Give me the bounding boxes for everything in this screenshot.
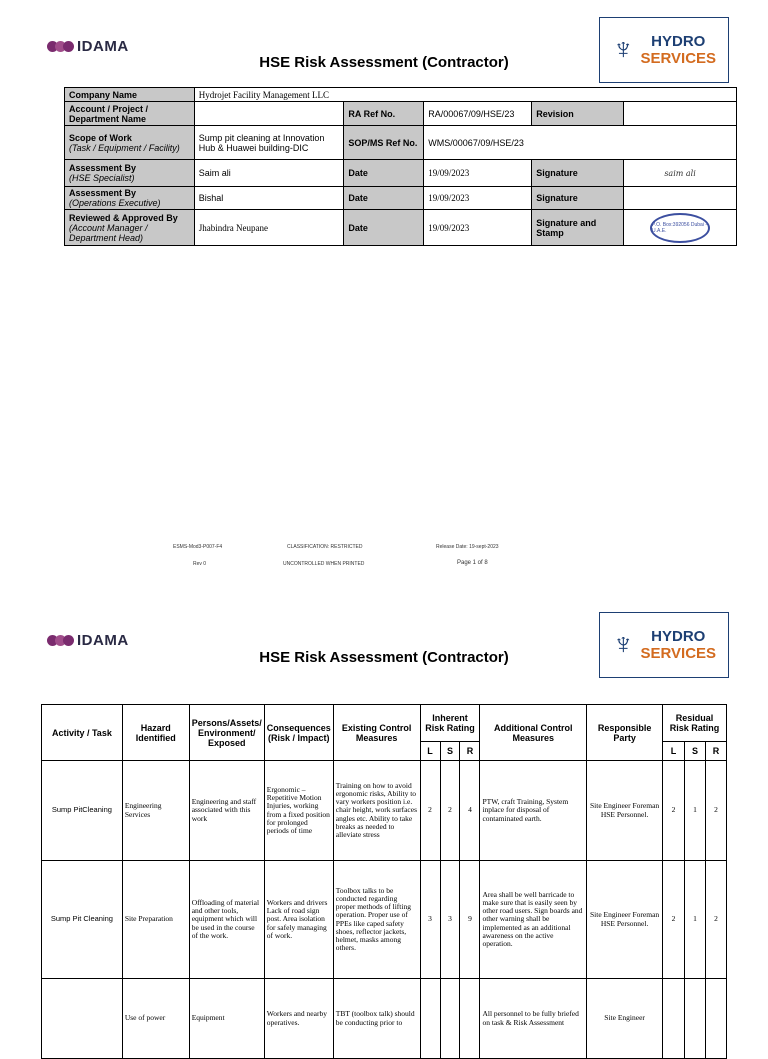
table-row (42, 761, 727, 861)
footer-rev: Rev 0 (193, 561, 207, 567)
company-stamp: P.O. Box:392056 Dubai - U.A.E. (650, 213, 710, 243)
account-label: Account / Project / Department Name (65, 102, 195, 126)
ab2-sig-label: Signature (532, 187, 624, 210)
rev-value: Jhabindra Neupane (194, 210, 344, 246)
hydro-logo-bottom-2: SERVICES (640, 645, 717, 662)
info-table (64, 87, 737, 246)
idama-logo-text-2: IDAMA (77, 632, 129, 649)
scope-value: Sump pit cleaning at Innovation Hub & Huawei building-DIC (194, 126, 344, 160)
hazard-cell: Site Preparation (122, 861, 189, 979)
hazard-cell: Use of power (122, 979, 189, 1059)
ab1-label: Assessment By (69, 163, 137, 173)
col-responsible: Responsible Party (587, 705, 663, 761)
ab1-date: 19/09/2023 (424, 160, 532, 187)
col-residual-s: S (685, 742, 706, 761)
ab1-signature: saim ali (624, 160, 737, 187)
persons-cell: Equipment (189, 979, 264, 1059)
inherent-r: 4 (460, 761, 480, 861)
risk-table (41, 704, 727, 1059)
col-additional: Additional Control Measures (480, 705, 587, 761)
inherent-l: 3 (420, 861, 440, 979)
footer-uncontrolled: UNCONTROLLED WHEN PRINTED (283, 561, 365, 567)
ab2-label: Assessment By (69, 188, 137, 198)
residual-s (685, 979, 706, 1059)
scope-label: Scope of Work (69, 132, 132, 143)
rev-label: Reviewed & Approved By (69, 212, 178, 223)
inherent-s: 3 (440, 861, 460, 979)
residual-s: 1 (685, 761, 706, 861)
inherent-l (420, 979, 440, 1059)
company-label: Company Name (65, 88, 195, 102)
hydro-logo-bottom: SERVICES (640, 50, 717, 67)
residual-r: 2 (705, 761, 726, 861)
col-residual: Residual Risk Rating (663, 705, 727, 742)
ab2-date-label: Date (344, 187, 424, 210)
activity-cell: Sump Pit Cleaning (42, 861, 123, 979)
col-inherent: Inherent Risk Rating (420, 705, 480, 742)
hydro-logo-2 (599, 612, 729, 678)
ab1-sub: (HSE Specialist) (69, 173, 135, 183)
footer-page: Page 1 of 8 (457, 560, 488, 566)
sop-value: WMS/00067/09/HSE/23 (424, 126, 737, 160)
additional-cell: PTW, craft Training, System inplace for disposal of contaminated earth. (480, 761, 587, 861)
consequences-cell: Workers and nearby operatives. (264, 979, 333, 1059)
table-row (42, 979, 727, 1059)
ab1-value: Saim ali (194, 160, 344, 187)
ra-label: RA Ref No. (344, 102, 424, 126)
col-inherent-s: S (440, 742, 460, 761)
col-consequences: Consequences (Risk / Impact) (264, 705, 333, 761)
footer-classification: CLASSIFICATION: RESTRICTED (287, 544, 363, 550)
consequences-cell: Ergonomic – Repetitive Motion Injuries, working from a fixed position for prolonged periods of time (264, 761, 333, 861)
page-title-2: HSE Risk Assessment (Contractor) (259, 649, 509, 666)
col-residual-r: R (705, 742, 726, 761)
hydro-figure-icon-2: ♆ (611, 628, 635, 661)
col-residual-l: L (663, 742, 685, 761)
ab1-date-label: Date (344, 160, 424, 187)
inherent-r: 9 (460, 861, 480, 979)
rev-date-label: Date (344, 210, 424, 246)
rev-date: 19/09/2023 (424, 210, 532, 246)
inherent-r (460, 979, 480, 1059)
col-activity: Activity / Task (42, 705, 123, 761)
ab2-signature (624, 187, 737, 210)
residual-l: 2 (663, 761, 685, 861)
hazard-cell: Engineering Services (122, 761, 189, 861)
persons-cell: Engineering and staff associated with this work (189, 761, 264, 861)
inherent-l: 2 (420, 761, 440, 861)
hydro-logo-top-2: HYDRO (651, 628, 706, 645)
footer-release: Release Date: 19-sept-2023 (436, 544, 499, 550)
existing-cell: Toolbox talks to be conducted regarding proper methods of lifting operation. Proper use of PPEs like caped safety shoes, reflector jackets, helmet, masks among others. (333, 861, 420, 979)
col-hazard: Hazard Identified (122, 705, 189, 761)
ab2-sub: (Operations Executive) (69, 198, 161, 208)
activity-cell: Sump PitCleaning (42, 761, 123, 861)
footer-code: ESMS-Mod3-P007-F4 (173, 544, 223, 550)
hydro-figure-icon: ♆ (611, 33, 635, 66)
col-inherent-r: R (460, 742, 480, 761)
existing-cell: Training on how to avoid ergonomic risks, Ability to vary workers position i.e. chair height, work surfaces angles etc. Ability to take breaks as needed to alleviate stress (333, 761, 420, 861)
revision-label: Revision (532, 102, 624, 126)
responsible-cell: Site Engineer Foreman HSE Personnel. (587, 761, 663, 861)
responsible-cell: Site Engineer Foreman HSE Personnel. (587, 861, 663, 979)
idama-logo-2 (50, 632, 129, 649)
residual-r (705, 979, 726, 1059)
consequences-cell: Workers and drivers Lack of road sign post. Area isolation for safely managing of work. (264, 861, 333, 979)
sop-label: SOP/MS Ref No. (344, 126, 424, 160)
col-existing: Existing Control Measures (333, 705, 420, 761)
existing-cell: TBT (toolbox talk) should be conducting prior to (333, 979, 420, 1059)
ra-value: RA/00067/09/HSE/23 (424, 102, 532, 126)
rev-sub: (Account Manager / Department Head) (69, 222, 148, 243)
stamp-label: Signature and Stamp (532, 210, 624, 246)
responsible-cell: Site Engineer (587, 979, 663, 1059)
company-value: Hydrojet Facility Management LLC (194, 88, 736, 102)
hydro-logo-top: HYDRO (651, 33, 706, 50)
inherent-s: 2 (440, 761, 460, 861)
idama-logo-text: IDAMA (77, 38, 129, 55)
col-persons: Persons/Assets/ Environment/ Exposed (189, 705, 264, 761)
ab2-value: Bishal (194, 187, 344, 210)
idama-logo (50, 38, 129, 55)
additional-cell: Area shall be well barricade to make sure that is easily seen by other road users. Sign boards and other warning shall be implemented as an additional awareness on the active operation. (480, 861, 587, 979)
table-row (42, 861, 727, 979)
residual-l: 2 (663, 861, 685, 979)
persons-cell: Offloading of material and other tools, equipment which will be used in the course of the work. (189, 861, 264, 979)
scope-sub: (Task / Equipment / Facility) (69, 142, 180, 153)
additional-cell: All personnel to be fully briefed on task & Risk Assessment (480, 979, 587, 1059)
ab2-date: 19/09/2023 (424, 187, 532, 210)
col-inherent-l: L (420, 742, 440, 761)
hydro-logo (599, 17, 729, 83)
activity-cell (42, 979, 123, 1059)
residual-l (663, 979, 685, 1059)
ab1-sig-label: Signature (532, 160, 624, 187)
inherent-s (440, 979, 460, 1059)
residual-s: 1 (685, 861, 706, 979)
page-title: HSE Risk Assessment (Contractor) (259, 54, 509, 71)
residual-r: 2 (705, 861, 726, 979)
